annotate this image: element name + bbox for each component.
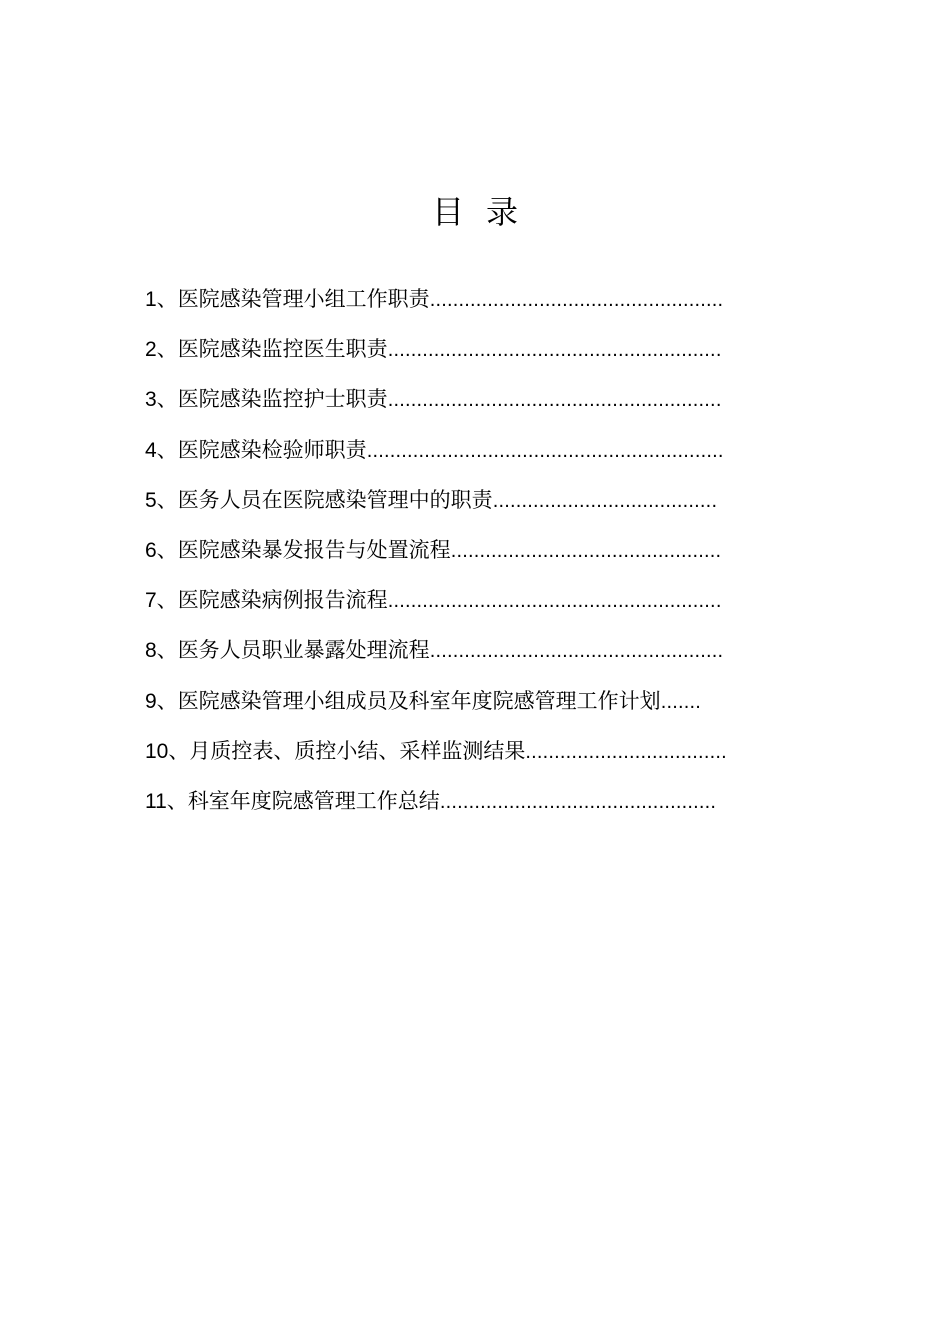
toc-entry-title: 医务人员职业暴露处理流程 (177, 638, 430, 663)
toc-entry[interactable] (145, 581, 727, 631)
toc-entry-leader: ....................................... (492, 489, 718, 512)
toc-entry-title: 医务人员在医院感染管理中的职责 (177, 487, 493, 512)
toc-entry-number: 10、 (145, 739, 190, 763)
toc-entry-number: 4、 (145, 438, 178, 462)
toc-entry-leader: ............................................... (450, 539, 722, 562)
toc-entry[interactable] (145, 280, 727, 330)
toc-entry-number: 9、 (145, 689, 178, 713)
toc-entry-title: 医院感染病例报告流程 (177, 588, 388, 613)
toc-entry-number: 6、 (145, 538, 178, 562)
toc-entry-title: 月质控表、质控小结、采样监测结果 (189, 738, 526, 763)
toc-entry-title: 医院感染监控护士职责 (177, 387, 388, 412)
toc-entry[interactable] (145, 732, 727, 782)
toc-entry[interactable] (145, 380, 727, 430)
toc-entry[interactable] (145, 481, 727, 531)
toc-entry-leader: .............................................................. (366, 439, 724, 462)
toc-entry[interactable] (145, 531, 727, 581)
toc-entry-title: 科室年度院感管理工作总结 (187, 788, 440, 813)
toc-entry-leader: .......................................................... (387, 590, 722, 613)
toc-heading-char-1: 目 (431, 193, 464, 231)
toc-entry-leader: .......................................................... (387, 389, 722, 412)
toc-entry-leader: ....... (660, 690, 701, 713)
toc-entry[interactable] (145, 782, 727, 832)
toc-entry-title: 医院感染管理小组成员及科室年度院感管理工作计划 (177, 688, 661, 713)
toc-heading-char-2: 录 (486, 193, 519, 231)
toc-entry-number: 1、 (145, 288, 178, 311)
toc-entry-number: 11、 (145, 789, 188, 813)
toc-entry-leader: ................................................... (429, 289, 724, 311)
toc-entry-title: 医院感染检验师职责 (177, 437, 367, 462)
toc-entry-leader: ................................................ (439, 790, 717, 813)
toc-entry-leader: .......................................................... (387, 339, 722, 362)
toc-entry-number: 2、 (145, 338, 178, 362)
toc-entry-number: 3、 (145, 388, 178, 412)
toc-entry[interactable] (145, 682, 727, 732)
toc-entry-title: 医院感染管理小组工作职责 (177, 287, 430, 311)
toc-entry-number: 8、 (145, 639, 178, 663)
toc-entry-leader: ................................................... (429, 640, 724, 663)
toc-heading (0, 188, 950, 236)
toc-list (145, 280, 727, 832)
toc-entry[interactable] (145, 631, 727, 681)
toc-entry-title: 医院感染监控医生职责 (177, 337, 388, 362)
toc-entry[interactable] (145, 431, 727, 481)
toc-entry[interactable] (145, 330, 727, 380)
toc-entry-number: 7、 (145, 589, 178, 613)
toc-entry-leader: ................................... (525, 740, 727, 763)
toc-entry-number: 5、 (145, 488, 178, 512)
toc-entry-title: 医院感染暴发报告与处置流程 (177, 537, 451, 562)
